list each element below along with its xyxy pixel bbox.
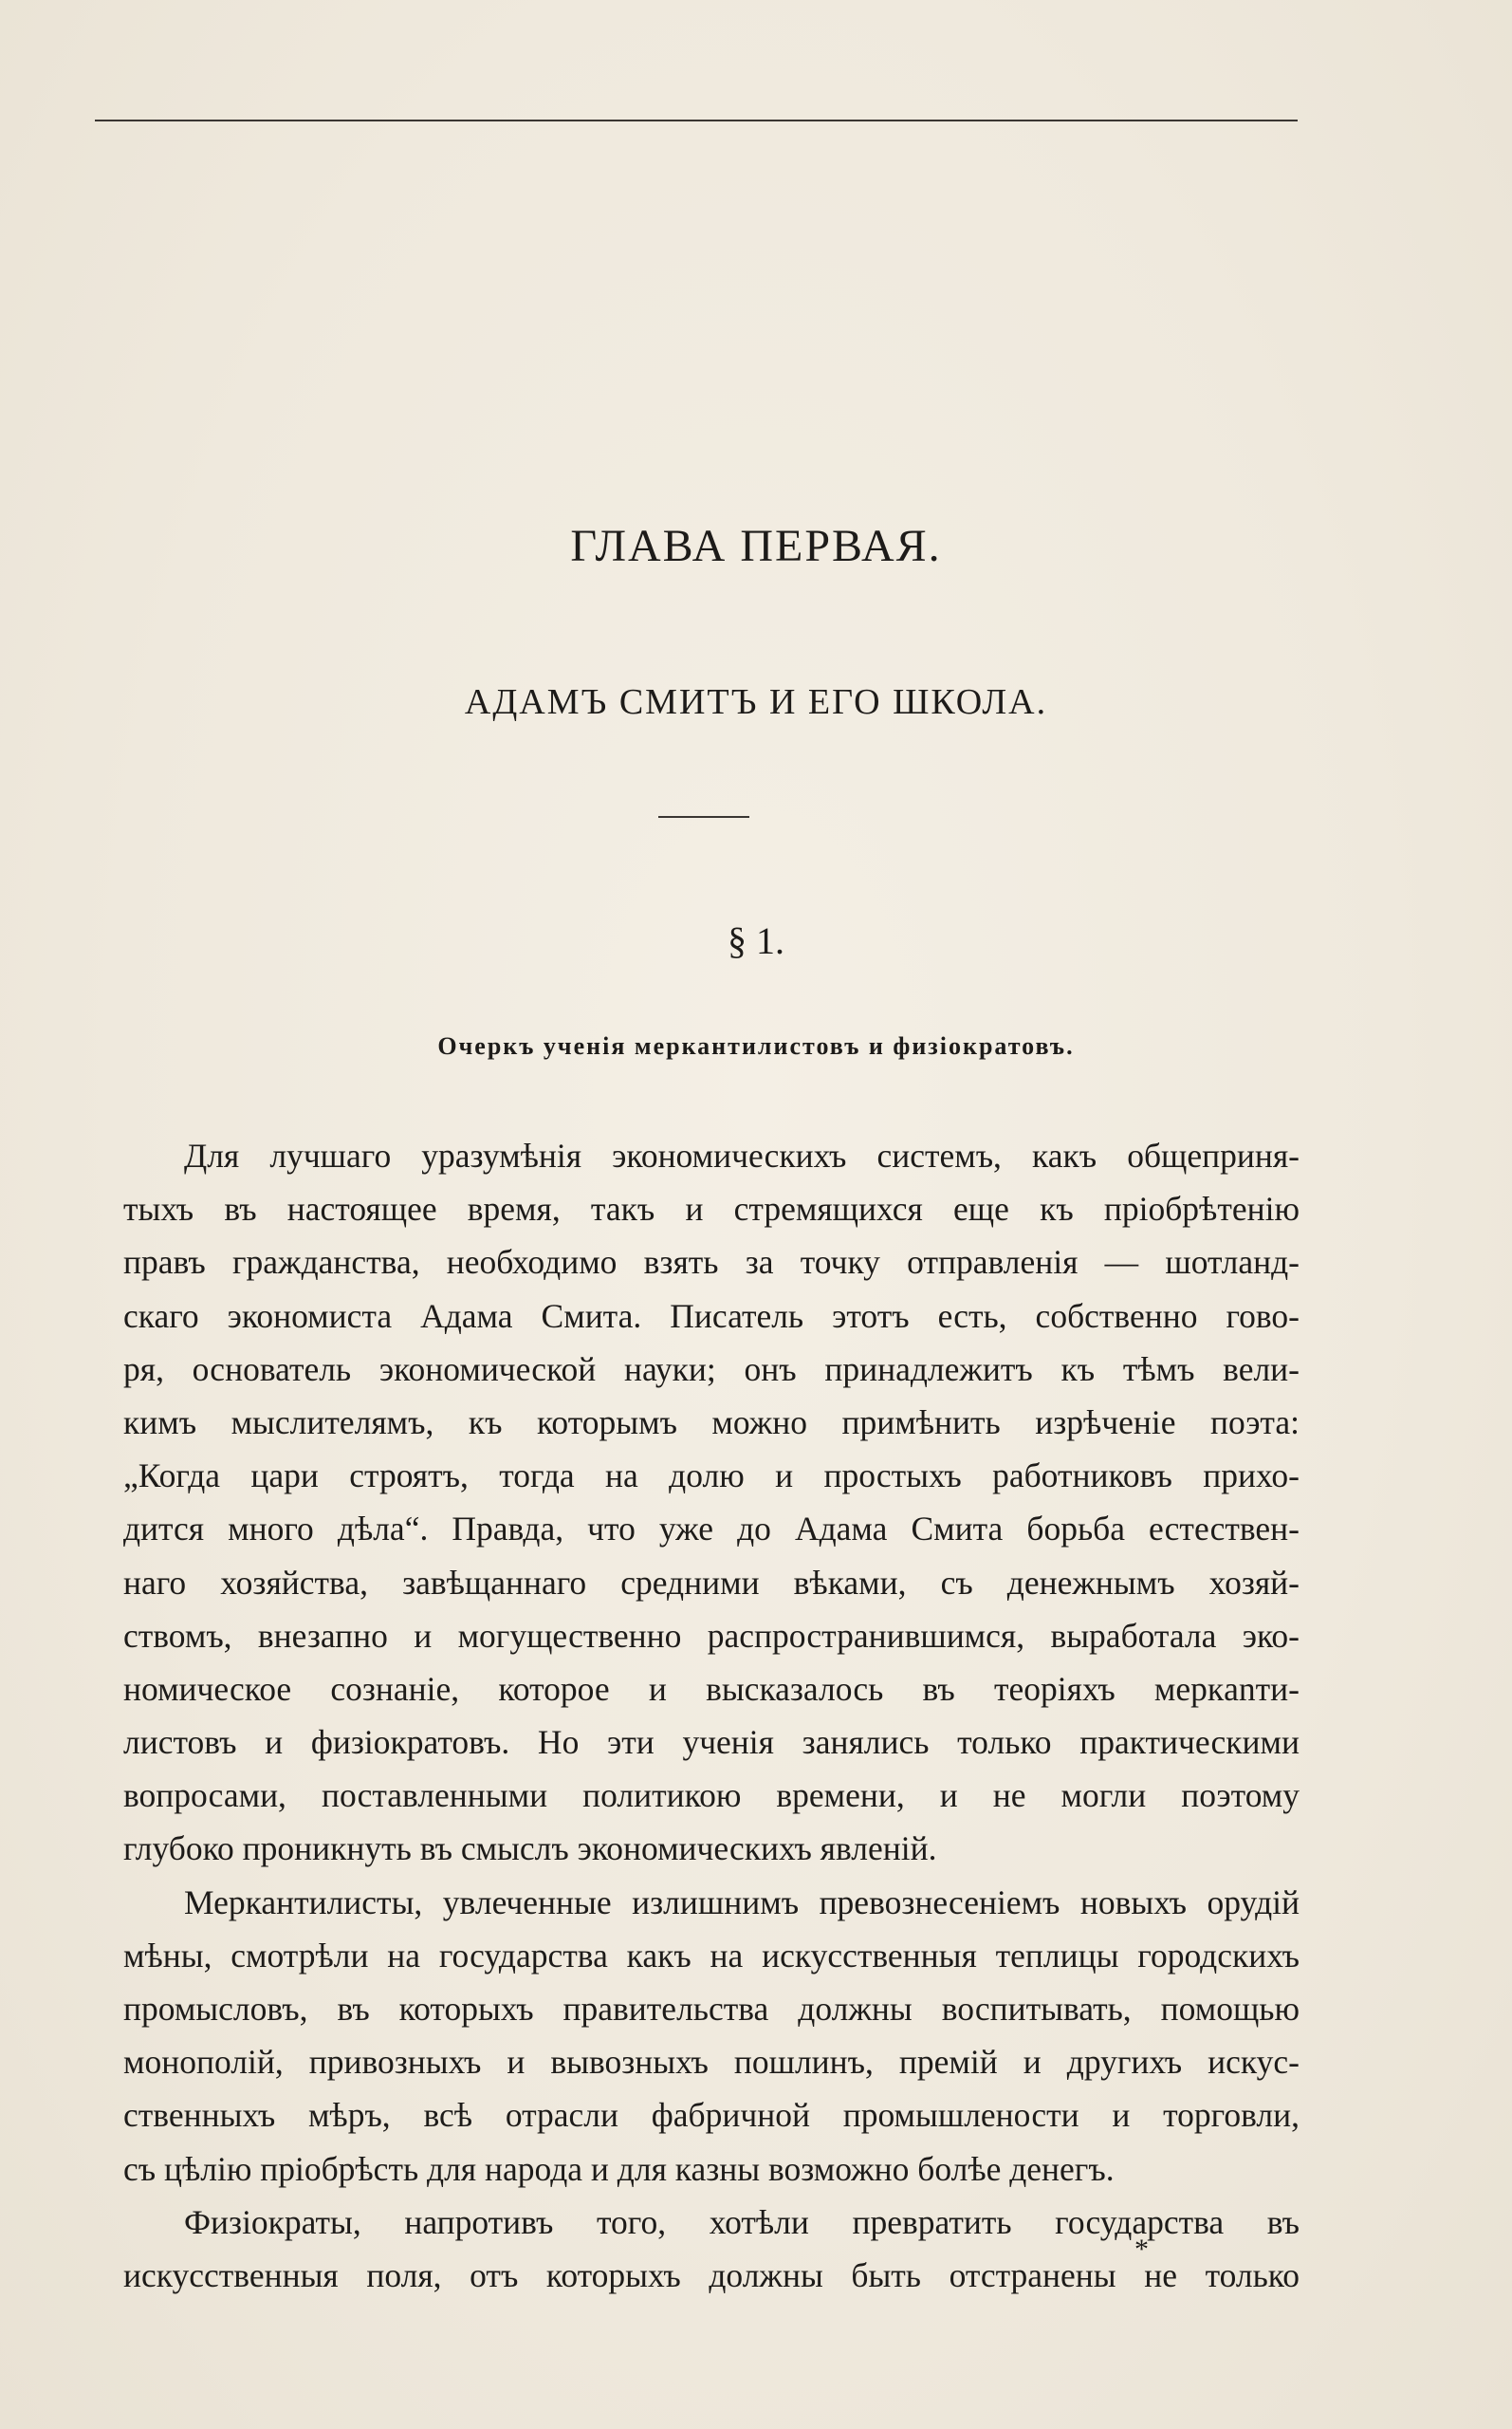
text-line: листовъ и физіократовъ. Но эти ученія занялись только практическими	[123, 1723, 1300, 1762]
section-title: АДАМЪ СМИТЪ И ЕГО ШКОЛА.	[464, 682, 1048, 722]
top-rule	[95, 120, 1298, 121]
text-line: кимъ мыслителямъ, къ которымъ можно примѣнить изрѣченіе поэта:	[123, 1402, 1300, 1441]
text-line: искусственныя поля, отъ которыхъ должны быть отстранены не только	[123, 2255, 1300, 2294]
chapter-title: ГЛАВА ПЕРВАЯ.	[570, 521, 942, 571]
section-divider	[658, 816, 749, 818]
text-line: Физіократы, напротивъ того, хотѣли превратить государства въ	[184, 2202, 1300, 2241]
text-line: съ цѣлію пріобрѣсть для народа и для казны возможно болѣе денегъ.	[123, 2149, 1115, 2188]
text-line: дится много дѣла“. Правда, что уже до Адама Смита борьба естествен-	[123, 1510, 1300, 1548]
text-line: монополій, привозныхъ и вывозныхъ пошлинъ, премій и другихъ искус-	[123, 2043, 1300, 2082]
text-line: мѣны, смотрѣли на государства какъ на искусственныя теплицы городскихъ	[123, 1936, 1300, 1975]
text-line: „Когда цари строятъ, тогда на долю и простыхъ работниковъ прихо-	[123, 1456, 1300, 1495]
subheading: Очеркъ ученія меркантилистовъ и физіократовъ.	[437, 1032, 1075, 1060]
text-line: ствомъ, внезапно и могущественно распространившимся, выработала эко-	[123, 1616, 1300, 1655]
text-line: тыхъ въ настоящее время, такъ и стремящихся еще къ пріобрѣтенію	[123, 1190, 1300, 1229]
text-line: глубоко проникнуть въ смыслъ экономическихъ явленій.	[123, 1829, 937, 1868]
text-line: правъ гражданства, необходимо взять за точку отправленія — шотланд-	[123, 1243, 1300, 1282]
paragraph-number: § 1.	[728, 919, 784, 962]
text-line: Меркантилисты, увлеченные излишнимъ превознесеніемъ новыхъ орудій	[184, 1882, 1300, 1921]
text-line: промысловъ, въ которыхъ правительства должны воспитывать, помощью	[123, 1990, 1300, 2028]
text-line: номическое сознаніе, которое и высказалось въ теоріяхъ меркanти-	[123, 1669, 1300, 1708]
text-line: ственныхъ мѣръ, всѣ отрасли фабричной промышлености и торговли,	[123, 2096, 1300, 2135]
text-line: Для лучшаго уразумѣнія экономическихъ системъ, какъ общеприня-	[184, 1137, 1300, 1175]
text-line: скаго экономиста Адама Смита. Писатель этотъ есть, собственно гово-	[123, 1296, 1300, 1335]
body-text	[123, 1129, 1300, 2302]
signature-mark: *	[1134, 2234, 1149, 2265]
text-line: наго хозяйства, завѣщаннаго средними вѣками, съ денежнымъ хозяй-	[123, 1563, 1300, 1602]
text-line: вопросами, поставленными политикою времени, и не могли поэтому	[123, 1776, 1300, 1815]
text-line: ря, основатель экономической науки; онъ принадлежитъ къ тѣмъ вели-	[123, 1349, 1300, 1388]
